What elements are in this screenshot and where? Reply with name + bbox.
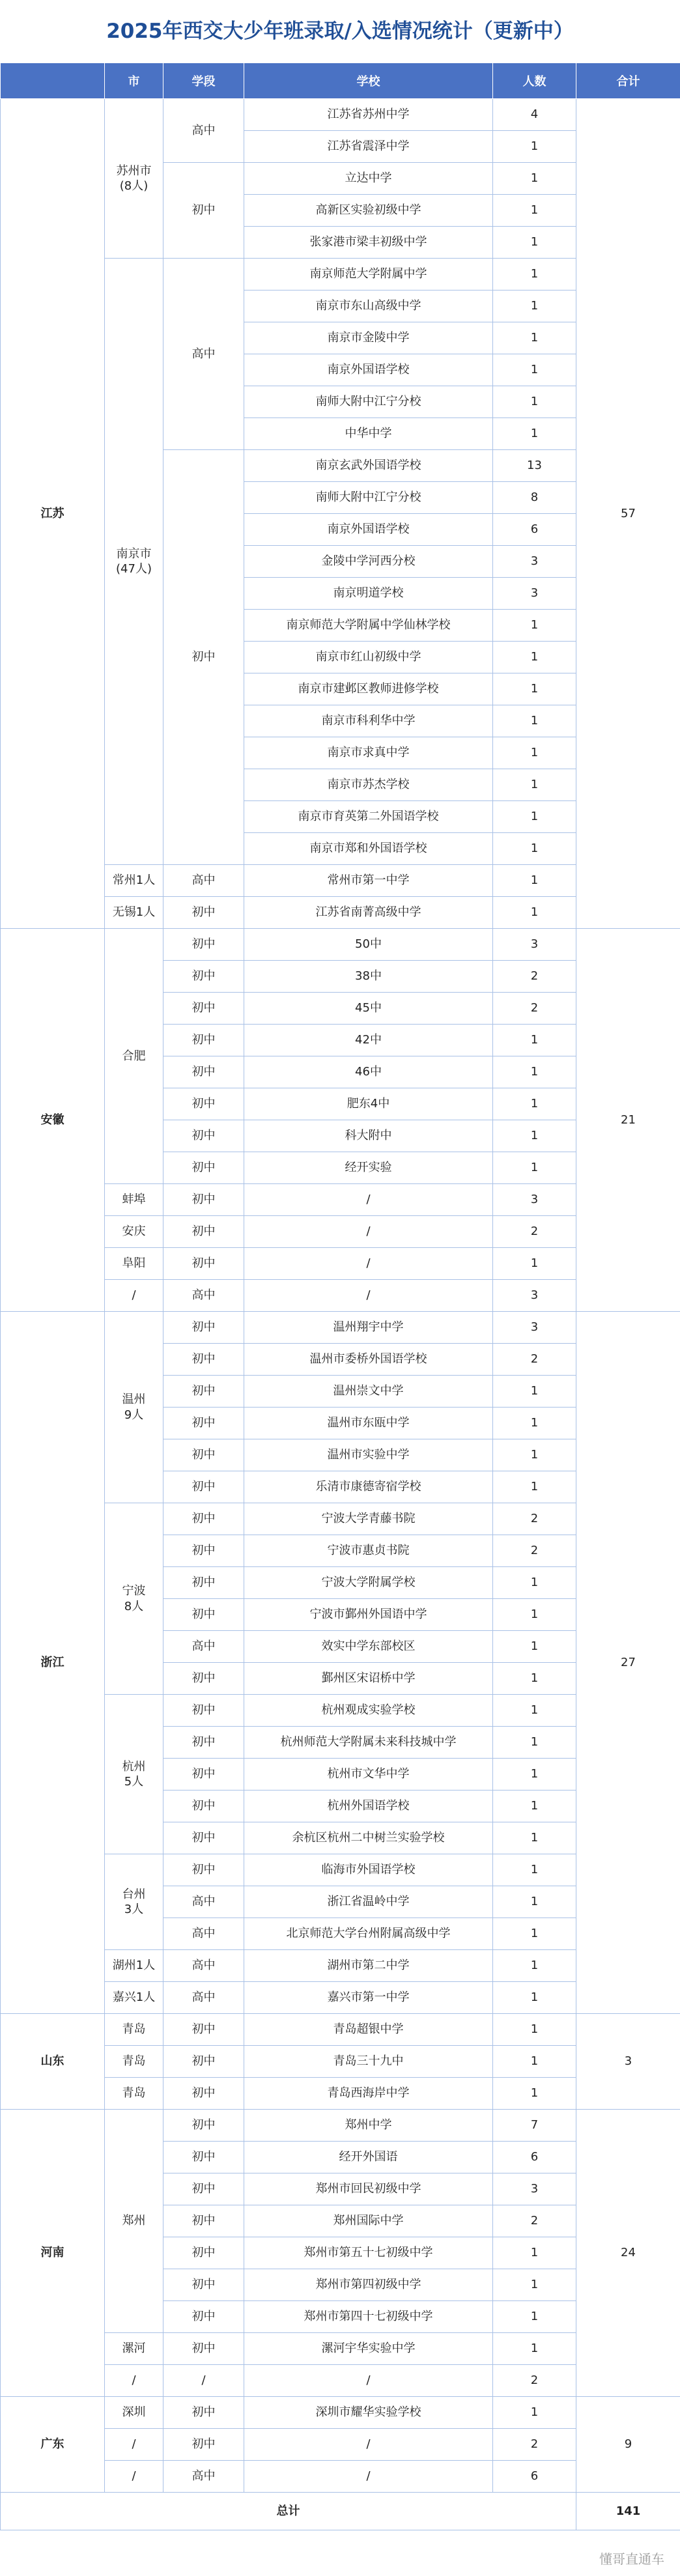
- count-cell: 1: [493, 2046, 576, 2078]
- school-cell: 宁波大学青藤书院: [244, 1503, 493, 1535]
- stage-cell: 高中: [163, 1280, 244, 1312]
- count-cell: 1: [493, 1854, 576, 1886]
- count-cell: 1: [493, 1663, 576, 1695]
- stage-cell: 初中: [163, 1471, 244, 1503]
- stage-cell: 初中: [163, 1056, 244, 1088]
- table-row: [1, 2397, 680, 2429]
- school-cell: 深圳市耀华实验学校: [244, 2397, 493, 2429]
- school-cell: 杭州外国语学校: [244, 1790, 493, 1822]
- city-cell: 南京市 (47人): [105, 259, 163, 865]
- count-cell: 2: [493, 993, 576, 1025]
- city-cell: 青岛: [105, 2078, 163, 2110]
- stage-cell: 高中: [163, 2461, 244, 2493]
- school-cell: 温州市委桥外国语学校: [244, 1344, 493, 1376]
- count-cell: 1: [493, 1631, 576, 1663]
- count-cell: 1: [493, 227, 576, 259]
- count-cell: 3: [493, 1184, 576, 1216]
- school-cell: 南京明道学校: [244, 578, 493, 610]
- school-cell: 郑州中学: [244, 2110, 493, 2142]
- table-row: [1, 99, 680, 131]
- city-cell: 阜阳: [105, 1248, 163, 1280]
- stage-cell: 高中: [163, 1982, 244, 2014]
- school-cell: 南京市科利华中学: [244, 705, 493, 737]
- table-row: [1, 929, 680, 961]
- city-cell: /: [105, 2365, 163, 2397]
- school-cell: 经开实验: [244, 1152, 493, 1184]
- school-cell: 常州市第一中学: [244, 865, 493, 897]
- province-cell: 浙江: [1, 1312, 105, 2014]
- school-cell: 南师大附中江宁分校: [244, 386, 493, 418]
- count-cell: 1: [493, 195, 576, 227]
- school-cell: /: [244, 2429, 493, 2461]
- stage-cell: 高中: [163, 1950, 244, 1982]
- school-cell: 湖州市第二中学: [244, 1950, 493, 1982]
- school-cell: 郑州市第五十七初级中学: [244, 2237, 493, 2269]
- count-cell: 1: [493, 1822, 576, 1854]
- city-cell: 深圳: [105, 2397, 163, 2429]
- count-cell: 13: [493, 450, 576, 482]
- stage-cell: 初中: [163, 1727, 244, 1759]
- stage-cell: 高中: [163, 865, 244, 897]
- stage-cell: 初中: [163, 1790, 244, 1822]
- school-cell: 江苏省震泽中学: [244, 131, 493, 163]
- count-cell: 1: [493, 769, 576, 801]
- school-cell: 郑州国际中学: [244, 2205, 493, 2237]
- stage-cell: 初中: [163, 2046, 244, 2078]
- school-cell: 温州市实验中学: [244, 1439, 493, 1471]
- stage-cell: 初中: [163, 1184, 244, 1216]
- count-cell: 6: [493, 514, 576, 546]
- school-cell: /: [244, 1184, 493, 1216]
- school-cell: 杭州观成实验学校: [244, 1695, 493, 1727]
- school-cell: 嘉兴市第一中学: [244, 1982, 493, 2014]
- school-cell: 南京外国语学校: [244, 354, 493, 386]
- city-cell: 安庆: [105, 1216, 163, 1248]
- stage-cell: 初中: [163, 1567, 244, 1599]
- stage-cell: 初中: [163, 2078, 244, 2110]
- city-cell: 青岛: [105, 2014, 163, 2046]
- count-cell: 2: [493, 2365, 576, 2397]
- school-cell: 科大附中: [244, 1120, 493, 1152]
- count-cell: 1: [493, 801, 576, 833]
- count-cell: 1: [493, 259, 576, 290]
- school-cell: 郑州市第四十七初级中学: [244, 2301, 493, 2333]
- province-total-cell: 21: [576, 929, 680, 1312]
- count-cell: 1: [493, 1982, 576, 2014]
- stage-cell: 初中: [163, 2333, 244, 2365]
- school-cell: 南京市东山高级中学: [244, 290, 493, 322]
- school-cell: 46中: [244, 1056, 493, 1088]
- count-cell: 8: [493, 482, 576, 514]
- stage-cell: 高中: [163, 1918, 244, 1950]
- stage-cell: 初中: [163, 1088, 244, 1120]
- school-cell: 郑州市第四初级中学: [244, 2269, 493, 2301]
- city-cell: 宁波 8人: [105, 1503, 163, 1695]
- stage-cell: 初中: [163, 2429, 244, 2461]
- stage-cell: 初中: [163, 1503, 244, 1535]
- city-cell: 湖州1人: [105, 1950, 163, 1982]
- city-cell: 嘉兴1人: [105, 1982, 163, 2014]
- table-row: [1, 2110, 680, 2142]
- count-cell: 6: [493, 2461, 576, 2493]
- stage-cell: 初中: [163, 1376, 244, 1408]
- school-cell: 漯河宇华实验中学: [244, 2333, 493, 2365]
- province-total-cell: 3: [576, 2014, 680, 2110]
- count-cell: 1: [493, 1695, 576, 1727]
- count-cell: 1: [493, 131, 576, 163]
- count-cell: 2: [493, 1503, 576, 1535]
- province-total-cell: 9: [576, 2397, 680, 2493]
- count-cell: 1: [493, 2237, 576, 2269]
- city-cell: 合肥: [105, 929, 163, 1184]
- stage-cell: 初中: [163, 2142, 244, 2173]
- count-cell: 3: [493, 546, 576, 578]
- count-cell: 2: [493, 2429, 576, 2461]
- school-cell: /: [244, 1248, 493, 1280]
- count-cell: 1: [493, 386, 576, 418]
- count-cell: 1: [493, 1408, 576, 1439]
- province-cell: 广东: [1, 2397, 105, 2493]
- school-cell: 杭州师范大学附属未来科技城中学: [244, 1727, 493, 1759]
- school-cell: 浙江省温岭中学: [244, 1886, 493, 1918]
- school-cell: 42中: [244, 1025, 493, 1056]
- header-city: 市: [105, 63, 163, 99]
- count-cell: 1: [493, 1790, 576, 1822]
- count-cell: 1: [493, 610, 576, 642]
- stage-cell: 初中: [163, 1312, 244, 1344]
- stage-cell: 初中: [163, 1120, 244, 1152]
- count-cell: 1: [493, 418, 576, 450]
- stage-cell: 初中: [163, 1759, 244, 1790]
- total-row: [1, 2493, 680, 2530]
- school-cell: 南京玄武外国语学校: [244, 450, 493, 482]
- header-province: [1, 63, 105, 99]
- count-cell: 1: [493, 1056, 576, 1088]
- school-cell: /: [244, 1216, 493, 1248]
- count-cell: 3: [493, 578, 576, 610]
- stage-cell: 初中: [163, 2269, 244, 2301]
- school-cell: 宁波大学附属学校: [244, 1567, 493, 1599]
- count-cell: 1: [493, 673, 576, 705]
- watermark: 懂哥直通车: [599, 2551, 664, 2567]
- stage-cell: 初中: [163, 450, 244, 865]
- school-cell: /: [244, 1280, 493, 1312]
- stage-cell: 高中: [163, 259, 244, 450]
- province-cell: 山东: [1, 2014, 105, 2110]
- table-body: [1, 99, 680, 2530]
- count-cell: 3: [493, 2173, 576, 2205]
- stage-cell: 初中: [163, 1152, 244, 1184]
- header-count: 人数: [493, 63, 576, 99]
- school-cell: 温州崇文中学: [244, 1376, 493, 1408]
- count-cell: 1: [493, 2397, 576, 2429]
- school-cell: 南京市建邺区教师进修学校: [244, 673, 493, 705]
- stage-cell: 初中: [163, 2205, 244, 2237]
- count-cell: 2: [493, 1216, 576, 1248]
- count-cell: 1: [493, 642, 576, 673]
- count-cell: 1: [493, 2078, 576, 2110]
- city-cell: /: [105, 2461, 163, 2493]
- school-cell: 南京市求真中学: [244, 737, 493, 769]
- school-cell: 南京市苏杰学校: [244, 769, 493, 801]
- school-cell: 乐清市康德寄宿学校: [244, 1471, 493, 1503]
- school-cell: 青岛超银中学: [244, 2014, 493, 2046]
- city-cell: 青岛: [105, 2046, 163, 2078]
- city-cell: 杭州 5人: [105, 1695, 163, 1854]
- stage-cell: 高中: [163, 99, 244, 163]
- admission-table: [0, 63, 680, 2530]
- stage-cell: 初中: [163, 163, 244, 259]
- school-cell: 江苏省苏州中学: [244, 99, 493, 131]
- header-row: [1, 63, 680, 99]
- count-cell: 3: [493, 1312, 576, 1344]
- stage-cell: 初中: [163, 1535, 244, 1567]
- count-cell: 1: [493, 2301, 576, 2333]
- city-cell: 台州 3人: [105, 1854, 163, 1950]
- count-cell: 2: [493, 1344, 576, 1376]
- count-cell: 1: [493, 737, 576, 769]
- header-total: 合计: [576, 63, 680, 99]
- header-school: 学校: [244, 63, 493, 99]
- stage-cell: /: [163, 2365, 244, 2397]
- city-cell: 郑州: [105, 2110, 163, 2333]
- school-cell: 青岛三十九中: [244, 2046, 493, 2078]
- school-cell: 经开外国语: [244, 2142, 493, 2173]
- city-cell: 无锡1人: [105, 897, 163, 929]
- stage-cell: 初中: [163, 2014, 244, 2046]
- city-cell: /: [105, 1280, 163, 1312]
- total-label: 总计: [1, 2493, 576, 2530]
- stage-cell: 高中: [163, 1631, 244, 1663]
- stage-cell: 初中: [163, 1344, 244, 1376]
- stage-cell: 初中: [163, 1822, 244, 1854]
- count-cell: 1: [493, 1152, 576, 1184]
- count-cell: 1: [493, 1025, 576, 1056]
- count-cell: 1: [493, 1088, 576, 1120]
- school-cell: 杭州市文华中学: [244, 1759, 493, 1790]
- school-cell: 45中: [244, 993, 493, 1025]
- stage-cell: 高中: [163, 1886, 244, 1918]
- count-cell: 1: [493, 1120, 576, 1152]
- count-cell: 1: [493, 322, 576, 354]
- stage-cell: 初中: [163, 1216, 244, 1248]
- count-cell: 1: [493, 1376, 576, 1408]
- school-cell: 南京市郑和外国语学校: [244, 833, 493, 865]
- city-cell: 漯河: [105, 2333, 163, 2365]
- count-cell: 1: [493, 2333, 576, 2365]
- school-cell: 南京市金陵中学: [244, 322, 493, 354]
- count-cell: 1: [493, 865, 576, 897]
- stage-cell: 初中: [163, 2110, 244, 2142]
- stage-cell: 初中: [163, 1599, 244, 1631]
- city-cell: 苏州市 (8人): [105, 99, 163, 259]
- count-cell: 1: [493, 1886, 576, 1918]
- school-cell: 50中: [244, 929, 493, 961]
- school-cell: 临海市外国语学校: [244, 1854, 493, 1886]
- stage-cell: 初中: [163, 1663, 244, 1695]
- stage-cell: 初中: [163, 2173, 244, 2205]
- school-cell: 中华中学: [244, 418, 493, 450]
- province-total-cell: 57: [576, 99, 680, 929]
- school-cell: 北京师范大学台州附属高级中学: [244, 1918, 493, 1950]
- count-cell: 3: [493, 929, 576, 961]
- table-row: [1, 1312, 680, 1344]
- school-cell: 宁波市鄞州外国语中学: [244, 1599, 493, 1631]
- city-cell: 常州1人: [105, 865, 163, 897]
- school-cell: /: [244, 2461, 493, 2493]
- school-cell: 效实中学东部校区: [244, 1631, 493, 1663]
- count-cell: 3: [493, 1280, 576, 1312]
- count-cell: 1: [493, 1950, 576, 1982]
- stage-cell: 初中: [163, 897, 244, 929]
- page-title: 2025年西交大少年班录取/入选情况统计（更新中）: [106, 20, 574, 43]
- stage-cell: 初中: [163, 1439, 244, 1471]
- province-cell: 安徽: [1, 929, 105, 1312]
- count-cell: 2: [493, 2205, 576, 2237]
- school-cell: 青岛西海岸中学: [244, 2078, 493, 2110]
- stage-cell: 初中: [163, 1408, 244, 1439]
- stage-cell: 初中: [163, 1248, 244, 1280]
- province-total-cell: 24: [576, 2110, 680, 2397]
- stage-cell: 初中: [163, 2237, 244, 2269]
- grand-total-value: 141: [576, 2493, 680, 2530]
- header-stage: 学段: [163, 63, 244, 99]
- count-cell: 1: [493, 163, 576, 195]
- school-cell: 肥东4中: [244, 1088, 493, 1120]
- count-cell: 1: [493, 2269, 576, 2301]
- city-cell: 温州 9人: [105, 1312, 163, 1503]
- stage-cell: 初中: [163, 961, 244, 993]
- stage-cell: 初中: [163, 929, 244, 961]
- school-cell: 立达中学: [244, 163, 493, 195]
- count-cell: 2: [493, 961, 576, 993]
- count-cell: 1: [493, 1759, 576, 1790]
- stage-cell: 初中: [163, 2397, 244, 2429]
- count-cell: 1: [493, 1599, 576, 1631]
- count-cell: 1: [493, 833, 576, 865]
- count-cell: 1: [493, 1918, 576, 1950]
- school-cell: 南京外国语学校: [244, 514, 493, 546]
- count-cell: 1: [493, 897, 576, 929]
- count-cell: 1: [493, 705, 576, 737]
- count-cell: 1: [493, 354, 576, 386]
- school-cell: 金陵中学河西分校: [244, 546, 493, 578]
- school-cell: 宁波市惠贞书院: [244, 1535, 493, 1567]
- school-cell: 江苏省南菁高级中学: [244, 897, 493, 929]
- count-cell: 1: [493, 1471, 576, 1503]
- stage-cell: 初中: [163, 1695, 244, 1727]
- school-cell: 温州翔宇中学: [244, 1312, 493, 1344]
- table-row: [1, 2014, 680, 2046]
- school-cell: 余杭区杭州二中树兰实验学校: [244, 1822, 493, 1854]
- city-cell: /: [105, 2429, 163, 2461]
- stage-cell: 初中: [163, 2301, 244, 2333]
- count-cell: 1: [493, 1567, 576, 1599]
- count-cell: 2: [493, 1535, 576, 1567]
- count-cell: 1: [493, 2014, 576, 2046]
- count-cell: 1: [493, 290, 576, 322]
- province-total-cell: 27: [576, 1312, 680, 2014]
- province-cell: 江苏: [1, 99, 105, 929]
- count-cell: 6: [493, 2142, 576, 2173]
- count-cell: 1: [493, 1248, 576, 1280]
- stage-cell: 初中: [163, 1025, 244, 1056]
- school-cell: 高新区实验初级中学: [244, 195, 493, 227]
- school-cell: 南京市育英第二外国语学校: [244, 801, 493, 833]
- count-cell: 4: [493, 99, 576, 131]
- province-cell: 河南: [1, 2110, 105, 2397]
- school-cell: 南京师范大学附属中学: [244, 259, 493, 290]
- school-cell: 鄞州区宋诏桥中学: [244, 1663, 493, 1695]
- count-cell: 1: [493, 1439, 576, 1471]
- school-cell: 38中: [244, 961, 493, 993]
- school-cell: 郑州市回民初级中学: [244, 2173, 493, 2205]
- stage-cell: 初中: [163, 1854, 244, 1886]
- school-cell: /: [244, 2365, 493, 2397]
- stage-cell: 初中: [163, 993, 244, 1025]
- school-cell: 温州市东瓯中学: [244, 1408, 493, 1439]
- school-cell: 南师大附中江宁分校: [244, 482, 493, 514]
- count-cell: 7: [493, 2110, 576, 2142]
- count-cell: 1: [493, 1727, 576, 1759]
- city-cell: 蚌埠: [105, 1184, 163, 1216]
- school-cell: 张家港市梁丰初级中学: [244, 227, 493, 259]
- school-cell: 南京师范大学附属中学仙林学校: [244, 610, 493, 642]
- school-cell: 南京市红山初级中学: [244, 642, 493, 673]
